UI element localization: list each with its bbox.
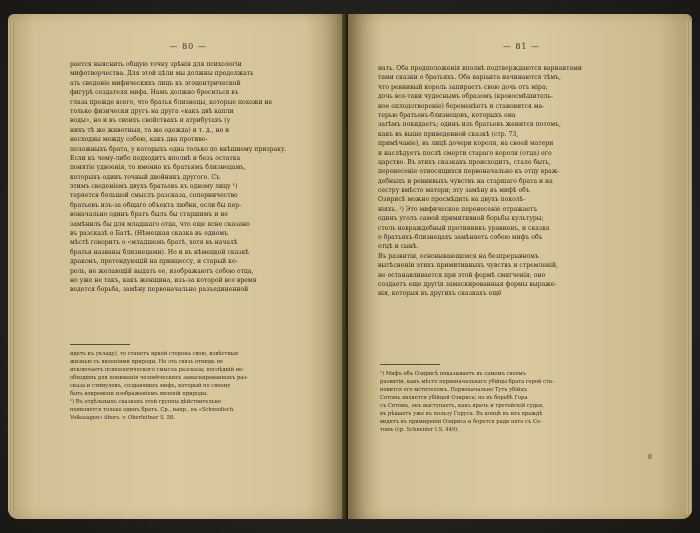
- text-line: терью братьевъ-близнецовъ, которыхъ она: [378, 111, 516, 119]
- text-line: теряется большой смыслъ разсказа, соперничество: [70, 192, 238, 200]
- footnote-line: Сетомъ является убійцей Озириса; но въ борьбѣ Гора: [380, 395, 528, 401]
- text-line: положныхъ брата, у которыхъ одна только по внѣшнему призраку.: [70, 145, 287, 153]
- footnote-line: исключаетъ психологического смысла разсказа; послѣдній не-: [70, 367, 244, 373]
- footnote-line: обходимъ для пониманія человѣческихъ замаскированныхъ раз-: [70, 375, 248, 381]
- text-line: вытѣсненіи этихъ примитивныхъ чувствъ и стремленій,: [378, 262, 558, 270]
- text-line: одинъ уголъ самой примитивной борьбы культуры;: [378, 215, 544, 223]
- text-line: этимъ сведеніемъ двухъ братьевъ къ одному лицу ¹): [70, 183, 238, 191]
- text-line: воды», но и въ своихъ свойствахъ и атрибутахъ (у: [70, 117, 231, 125]
- footnote-line: видятъ въ примиреніи Озириса и борется ради него съ Се-: [380, 419, 542, 425]
- right-page-body: [378, 64, 636, 299]
- text-line: ное оплодотвореніе) беременѣетъ и становится ма-: [378, 102, 545, 110]
- footnote-line: ¹) Мифъ объ Озирисѣ показываетъ въ самомъ своемъ: [380, 371, 526, 377]
- footnote-line: томъ (ср. Schneider I.S. 449).: [380, 427, 459, 433]
- page-edges-right: [686, 22, 692, 514]
- text-line: роль, не желающій выдать ее, изображаютъ собою отца,: [70, 267, 254, 275]
- text-line: сестру вмѣсто матери; эту замѣну въ мифѣ объ: [378, 187, 530, 195]
- left-footnote-rule: [70, 344, 130, 345]
- text-line: рается выяснить общую точку зрѣнія для психологіи: [70, 61, 242, 68]
- text-line: дочь все-таки чудеснымъ образомъ (кровосмѣшитель-: [378, 93, 553, 101]
- text-line: воначально одинъ братъ былъ бы старшимъ и не: [70, 211, 228, 219]
- footnote-line: развитіи, какъ мѣсто первоначальнаго убійцы брата герой ста-: [380, 379, 554, 385]
- text-line: Если къ чему-либо подходитъ вполнѣ и безъ остатка: [70, 154, 241, 162]
- text-line: несходны между собою, какъ два противо-: [70, 136, 208, 144]
- text-line: братьевъ изъ-за общаго объекта любви, если бы пер-: [70, 201, 242, 209]
- text-line: замѣнилъ бы для младшаго отца, что еще ясне сказано: [70, 220, 250, 228]
- text-line: дебныхъ и ревнивыхъ чувствъ на старшаго брата и на: [378, 177, 553, 185]
- text-line: затѣмъ покидаетъ; одинъ изъ братьевъ женится потомъ,: [378, 121, 561, 129]
- footnote-line: жизнью съ явленіями природы. Но эта связь отнюдь не: [70, 359, 224, 365]
- text-line: нихъ тѣ же животныя, та же одежда) и т. д., но и: [70, 126, 230, 134]
- text-line: отцѣ и сынѣ.: [378, 243, 419, 251]
- text-line: и наслѣдуетъ послѣ смерти стараго короля (отцa) его: [378, 149, 552, 157]
- footnote-line: новится его мстителемъ. Первоначально Тутъ убійцъ: [380, 387, 528, 393]
- open-book: [8, 14, 692, 526]
- text-line: глаза прежде всего, что братья близнецы, которые похожи не: [70, 98, 273, 106]
- text-line: въ разсказѣ о Батѣ. (Нѣмецкая сказка въ одномъ: [70, 230, 228, 238]
- signature-mark: 8: [648, 454, 652, 461]
- right-page: [348, 14, 692, 519]
- footnote-line: сказа и стимуловъ, создающихъ мифъ, который по своему: [70, 383, 231, 389]
- footnote-line: въ рѣшаетъ уже въ пользу Горуса. Въ концѣ въ ихъ враждѣ: [380, 411, 543, 417]
- text-line: ведется борьба, замѣну первоначально разъединенной: [70, 286, 249, 294]
- text-line: не останавливается при этой формѣ смягченія; оно: [378, 271, 546, 279]
- text-line: понятіе удвоенія, то именно къ братьямъ близнецамъ,: [70, 164, 246, 172]
- text-line: но уже не такъ, какъ женщина, изъ-за которой все время: [70, 276, 257, 284]
- text-line: что ревнивый король запираетъ свою дочь отъ міра;: [378, 83, 548, 91]
- text-line: тами сказки о братьяхъ. Оба варіанта начинаются тѣмъ,: [378, 74, 561, 82]
- text-line: драконъ, претендующій на принцессу, и старый ко-: [70, 258, 238, 266]
- left-page: [8, 14, 346, 519]
- text-line: которыхъ одинъ точный двойникъ другого. Съ: [70, 173, 220, 181]
- text-line: о братьяхъ-близнецахъ замѣняетъ собою мифъ объ: [378, 234, 543, 242]
- right-footnote-rule: [380, 364, 440, 365]
- text-line: мифотворчества. Для этой цѣли мы должны продолжать: [70, 70, 254, 78]
- footnote-line: идетъ къ укладу), то станетъ яркой сторона свою, извѣстныя: [70, 351, 239, 357]
- text-line: какъ въ выше приведенной сказкѣ (стр. 73,: [378, 130, 519, 138]
- footnote-line: быть вовремени изображеніемъ явленій природы.: [70, 391, 209, 397]
- text-line: царство. Въ этихъ сказкахъ происходитъ, стало быть,: [378, 158, 551, 166]
- text-line: нія, которыя въ другихъ сказкахъ ещё: [378, 290, 502, 298]
- footnote-line: съ Сетомъ, онъ выступаетъ, какъ врачъ и третейскій судья,: [380, 403, 544, 409]
- text-line: фигурѣ создателя мифа. Намъ должно броситься въ: [70, 89, 239, 97]
- text-line: Въ развитіи, основывающемся на безпрерывномъ: [378, 252, 539, 260]
- text-line: ать сведеніе мифическихъ лицъ къ эгоцентрической: [70, 79, 241, 87]
- footnote-line: появляется только одинъ братъ. Ср., напр., въ «Schwedisch.: [70, 407, 235, 413]
- text-line: только физически другъ на друга «какъ двѣ капли: [70, 107, 234, 115]
- text-line: создаетъ еще другія замаскированныя формы выраже-: [378, 280, 557, 288]
- text-line: мѣстѣ говоритъ о «младшемъ братѣ, хотя въ началѣ: [70, 239, 238, 247]
- footnote-line: ¹) Въ отдѣльныхъ сказкахъ этой группы дѣйствительно: [70, 399, 222, 405]
- text-line: ніяхъ. ¹) Это мифическое перенесеніе отражаетъ: [378, 205, 538, 213]
- left-page-body: [70, 60, 314, 295]
- right-page-number: — 81 —: [502, 42, 541, 51]
- left-footnotes: [70, 350, 316, 422]
- text-line: примѣчаніе), въ лицѣ дочери короля, на своей матери: [378, 140, 554, 148]
- right-footnotes: [380, 370, 642, 434]
- left-page-number: — 80 —: [169, 42, 207, 51]
- page-edges-left: [8, 22, 14, 512]
- text-line: братья названы близнецами). Но и въ нѣмецкой сказкѣ: [70, 248, 250, 256]
- text-line: столь невраждебный противникъ уравненъ, и сказка: [378, 224, 550, 232]
- text-line: перенесеніе относящихся первоначально къ отцу враж-: [378, 168, 560, 176]
- footnote-line: Volkssagen» übers. v. Oberleitner S. 58.: [70, 415, 176, 421]
- text-line: иать. Оба предположенія вполнѣ подтверждаются вариантами: [378, 65, 582, 72]
- text-line: Озирисѣ можно просмѣдить на двухъ поколѣ-: [378, 196, 526, 204]
